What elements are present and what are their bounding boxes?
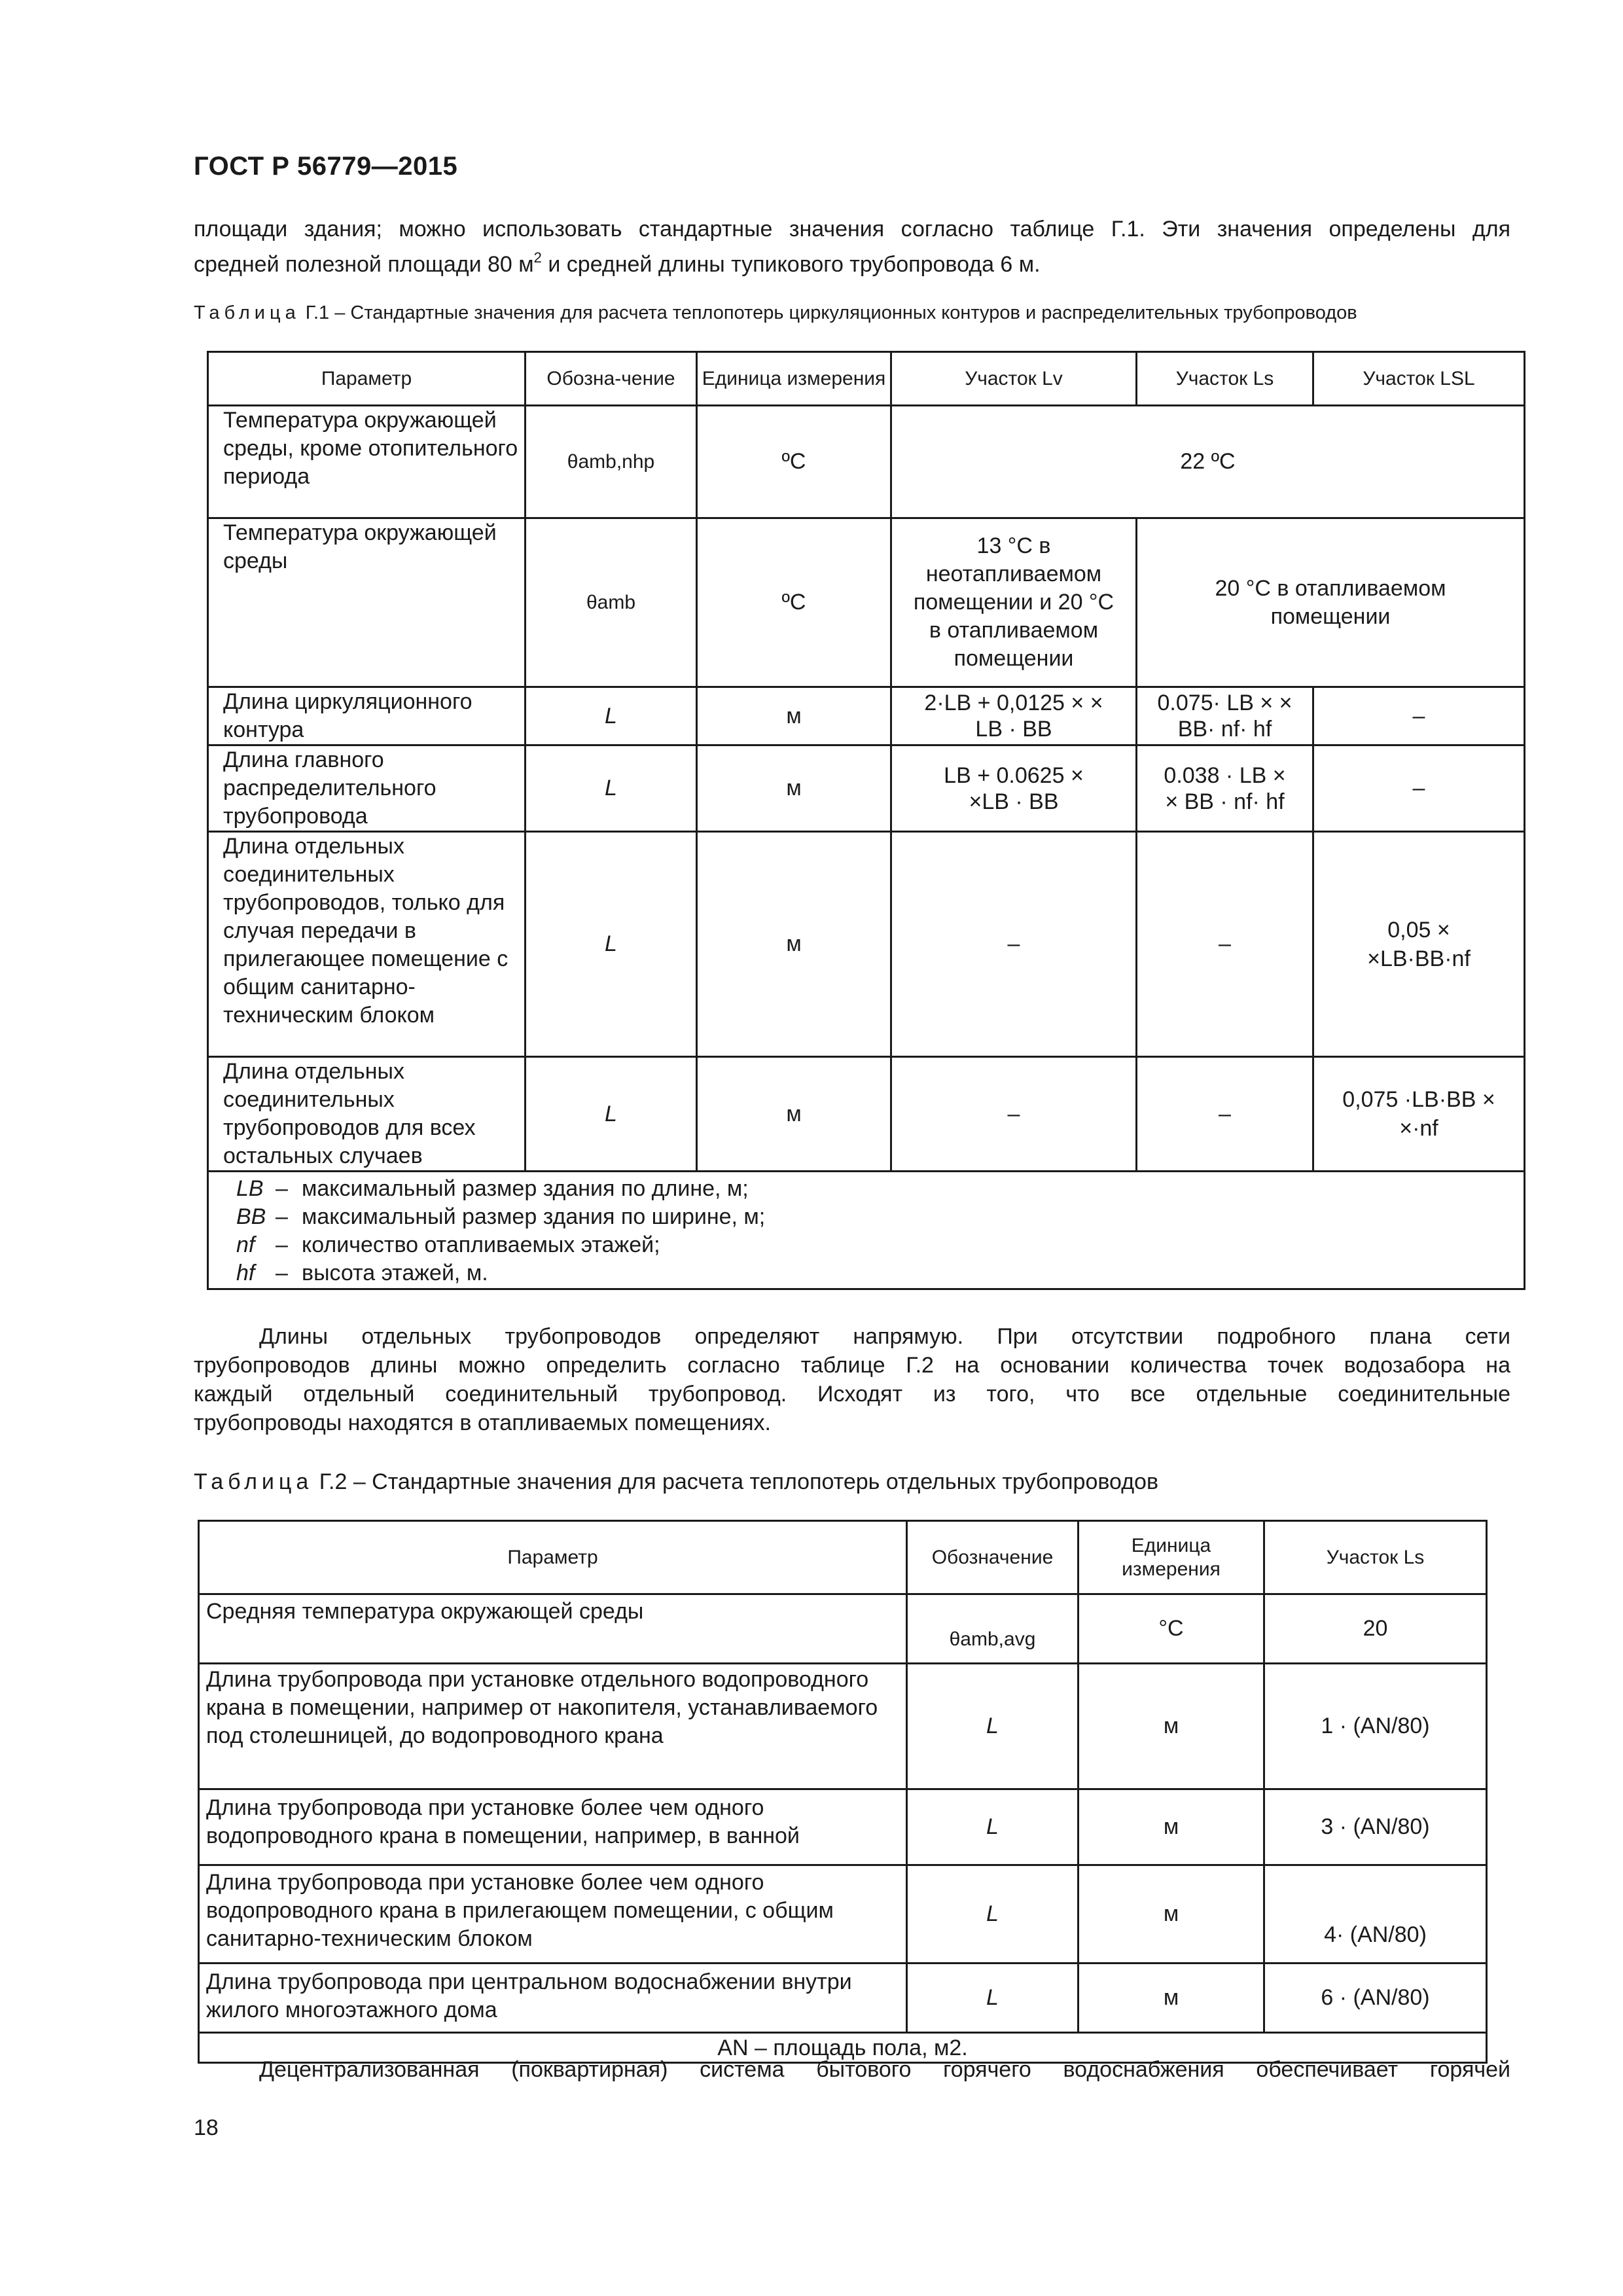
t2-r5-unit: м xyxy=(1079,1964,1264,2033)
intro-line-2 xyxy=(194,243,1510,279)
table1-caption xyxy=(194,300,1568,326)
t2-r2-param: Длина трубопровода при установке отдельного водопроводного крана в помещении, например от накопителя, устанавливаемого под столешницей, до водопроводного крана xyxy=(199,1664,907,1789)
page-number: 18 xyxy=(194,2115,219,2140)
t2-r4-param: Длина трубопровода при установке более чем одного водопроводного крана в прилегающем помещении, с общим санитарно-техническим блоком xyxy=(199,1865,907,1964)
t2-header-param: Параметр xyxy=(199,1521,907,1594)
t1-header-symbol-text: Обозна-чение xyxy=(546,367,675,389)
t1-header-lv: Участок Lv xyxy=(891,352,1137,406)
t1-r4-lsl: – xyxy=(1313,745,1525,832)
middle-line-4: трубопроводы находятся в отапливаемых помещениях. xyxy=(194,1410,771,1435)
table-2 xyxy=(198,1520,1488,2064)
t1-r5-ls: – xyxy=(1137,832,1313,1057)
last-line-text: Децентрализованная (поквартирная) система бытового горячего водоснабжения обеспечивает горячей xyxy=(259,2057,1510,2082)
intro-line-1: площади здания; можно использовать стандартные значения согласно таблице Г.1. Эти значения определены для xyxy=(194,217,1510,242)
t1-r2-param: Температура окружающей среды xyxy=(208,518,526,687)
middle-line-2: трубопроводов длины можно определить согласно таблице Г.2 на основании количества точек водозабора на xyxy=(194,1353,1510,1378)
t1-note-2-sym: BB xyxy=(236,1204,266,1229)
table2-row-2 xyxy=(199,1664,1487,1789)
t1-header-ls: Участок Ls xyxy=(1137,352,1313,406)
intro-line-2-end: и средней длины тупикового трубопровода 6 м. xyxy=(541,252,1041,277)
t1-header-lsl: Участок LSL xyxy=(1313,352,1525,406)
t1-r1-symbol: θamb,nhp xyxy=(526,406,697,518)
table1-row-6 xyxy=(208,1057,1525,1172)
table1-row-5 xyxy=(208,832,1525,1057)
t1-r3-unit: м xyxy=(697,687,891,745)
table1-row-4 xyxy=(208,745,1525,832)
table-1 xyxy=(207,351,1525,1290)
t2-r1-param: Средняя температура окружающей среды xyxy=(199,1594,907,1664)
t1-r5-symbol: L xyxy=(526,832,697,1057)
t2-r5-param: Длина трубопровода при центральном водоснабжении внутри жилого многоэтажного дома xyxy=(199,1964,907,2033)
table2-row-5 xyxy=(199,1964,1487,2033)
table2-caption-text: Г.2 – Стандартные значения для расчета теплопотерь отдельных трубопроводов xyxy=(319,1469,1159,1494)
t2-r2-ls: 1 · (AN/80) xyxy=(1264,1664,1487,1789)
t2-r4-unit: м xyxy=(1079,1865,1264,1964)
intro-line-2-start: средней полезной площади 80 м xyxy=(194,252,534,277)
t1-r5-lv: – xyxy=(891,832,1137,1057)
t2-r3-param: Длина трубопровода при установке более чем одного водопроводного крана в помещении, например, в ванной xyxy=(199,1789,907,1865)
t2-header-ls: Участок Ls xyxy=(1264,1521,1487,1594)
t1-r6-unit: м xyxy=(697,1057,891,1172)
t1-header-param: Параметр xyxy=(208,352,526,406)
t1-r4-symbol: L xyxy=(526,745,697,832)
t1-note-1-sym: LB xyxy=(236,1176,264,1201)
table2-row-4 xyxy=(199,1865,1487,1964)
t1-r1-unit: ºС xyxy=(697,406,891,518)
t1-note-1-dash: – xyxy=(276,1176,288,1201)
t1-header-unit: Единица измерения xyxy=(697,352,891,406)
t1-r4-param: Длина главного распределительного трубопровода xyxy=(208,745,526,832)
t1-note-4 xyxy=(236,1259,1524,1287)
t1-r2-lv: 13 °С в неотапливаемом помещении и 20 °С в отапливаемом помещении xyxy=(891,518,1137,687)
middle-line-1: Длины отдельных трубопроводов определяют напрямую. При отсутствии подробного плана сети xyxy=(259,1324,1510,1349)
table2-caption-label: Таблица xyxy=(194,1469,313,1494)
t1-note-2 xyxy=(236,1203,1524,1231)
t1-r5-unit: м xyxy=(697,832,891,1057)
t2-r5-symbol: L xyxy=(907,1964,1079,2033)
table1-row-1 xyxy=(208,406,1525,518)
t1-note-2-text: максимальный размер здания по ширине, м; xyxy=(302,1204,766,1229)
t1-note-3-dash: – xyxy=(276,1232,288,1257)
table1-caption-text: Г.1 – Стандартные значения для расчета теплопотерь циркуляционных контуров и распределительных трубопроводов xyxy=(305,302,1357,323)
t2-r3-ls: 3 · (AN/80) xyxy=(1264,1789,1487,1865)
t1-r1-param: Температура окружающей среды, кроме отопительного периода xyxy=(208,406,526,518)
t1-r4-unit: м xyxy=(697,745,891,832)
t1-r6-lv: – xyxy=(891,1057,1137,1172)
t2-header-symbol: Обозначение xyxy=(907,1521,1079,1594)
document-header: ГОСТ Р 56779—2015 xyxy=(194,152,458,181)
middle-line-3: каждый отдельный соединительный трубопровод. Исходят из того, что все отдельные соединительные xyxy=(194,1382,1510,1407)
table1-notes-row xyxy=(208,1172,1525,1289)
t2-r4-ls: 4· (AN/80) xyxy=(1264,1865,1487,1964)
t2-r4-symbol: L xyxy=(907,1865,1079,1964)
t1-r6-lsl: 0,075 ·LB·BB × ×·nf xyxy=(1313,1057,1525,1172)
t1-r3-ls: 0.075· LB × × BB· nf· hf xyxy=(1137,687,1313,745)
t1-r3-lv: 2·LB + 0,0125 × × LB · BB xyxy=(891,687,1137,745)
t1-header-symbol xyxy=(526,352,697,406)
t1-note-1-text: максимальный размер здания по длине, м; xyxy=(302,1176,749,1201)
t1-r3-symbol: L xyxy=(526,687,697,745)
t1-r6-symbol: L xyxy=(526,1057,697,1172)
t1-notes xyxy=(208,1172,1525,1289)
t1-r6-param: Длина отдельных соединительных трубопроводов для всех остальных случаев xyxy=(208,1057,526,1172)
t2-r1-symbol: θamb,avg xyxy=(907,1594,1079,1664)
last-paragraph-line xyxy=(194,2055,1510,2084)
t1-note-3 xyxy=(236,1231,1524,1259)
t2-r3-symbol: L xyxy=(907,1789,1079,1865)
t2-r3-unit: м xyxy=(1079,1789,1264,1865)
t1-r1-value: 22 ºС xyxy=(891,406,1525,518)
t1-r2-symbol: θamb xyxy=(526,518,697,687)
table1-header-row xyxy=(208,352,1525,406)
t1-note-4-dash: – xyxy=(276,1261,288,1285)
t1-r5-param: Длина отдельных соединительных трубопроводов, только для случая передачи в прилегающее помещение с общим санитарно-техническим блоком xyxy=(208,832,526,1057)
t1-r3-param: Длина циркуляционного контура xyxy=(208,687,526,745)
table2-header-row xyxy=(199,1521,1487,1594)
table2-row-3 xyxy=(199,1789,1487,1865)
t2-r1-unit: °C xyxy=(1079,1594,1264,1664)
middle-paragraph xyxy=(194,1322,1510,1437)
t1-note-3-sym: nf xyxy=(236,1232,255,1257)
t1-note-4-sym: hf xyxy=(236,1261,255,1285)
t2-r2-symbol: L xyxy=(907,1664,1079,1789)
t1-note-2-dash: – xyxy=(276,1204,288,1229)
t2-header-unit: Единица измерения xyxy=(1079,1521,1264,1594)
t1-r4-ls: 0.038 · LB × × BB · nf· hf xyxy=(1137,745,1313,832)
t1-r4-lv: LB + 0.0625 × ×LB · BB xyxy=(891,745,1137,832)
t1-r2-ls-lsl: 20 °С в отапливаемом помещении xyxy=(1137,518,1525,687)
table1-row-2 xyxy=(208,518,1525,687)
t1-r2-unit: ºС xyxy=(697,518,891,687)
t1-r6-ls: – xyxy=(1137,1057,1313,1172)
t2-r5-ls: 6 · (AN/80) xyxy=(1264,1964,1487,2033)
t1-note-4-text: высота этажей, м. xyxy=(302,1261,488,1285)
table1-caption-label: Таблица xyxy=(194,302,300,323)
t1-note-3-text: количество отапливаемых этажей; xyxy=(302,1232,660,1257)
t2-r2-unit: м xyxy=(1079,1664,1264,1789)
table2-caption xyxy=(194,1467,1568,1496)
table2-row-1 xyxy=(199,1594,1487,1664)
t2-r1-ls: 20 xyxy=(1264,1594,1487,1664)
table1-row-3 xyxy=(208,687,1525,745)
t1-r3-lsl: – xyxy=(1313,687,1525,745)
t1-r5-lsl: 0,05 × ×LB·BB·nf xyxy=(1313,832,1525,1057)
intro-superscript: 2 xyxy=(533,249,542,266)
t1-note-1 xyxy=(236,1175,1524,1203)
t2-note: AN – площадь пола, м2. xyxy=(199,2033,1487,2063)
intro-paragraph xyxy=(194,215,1510,279)
